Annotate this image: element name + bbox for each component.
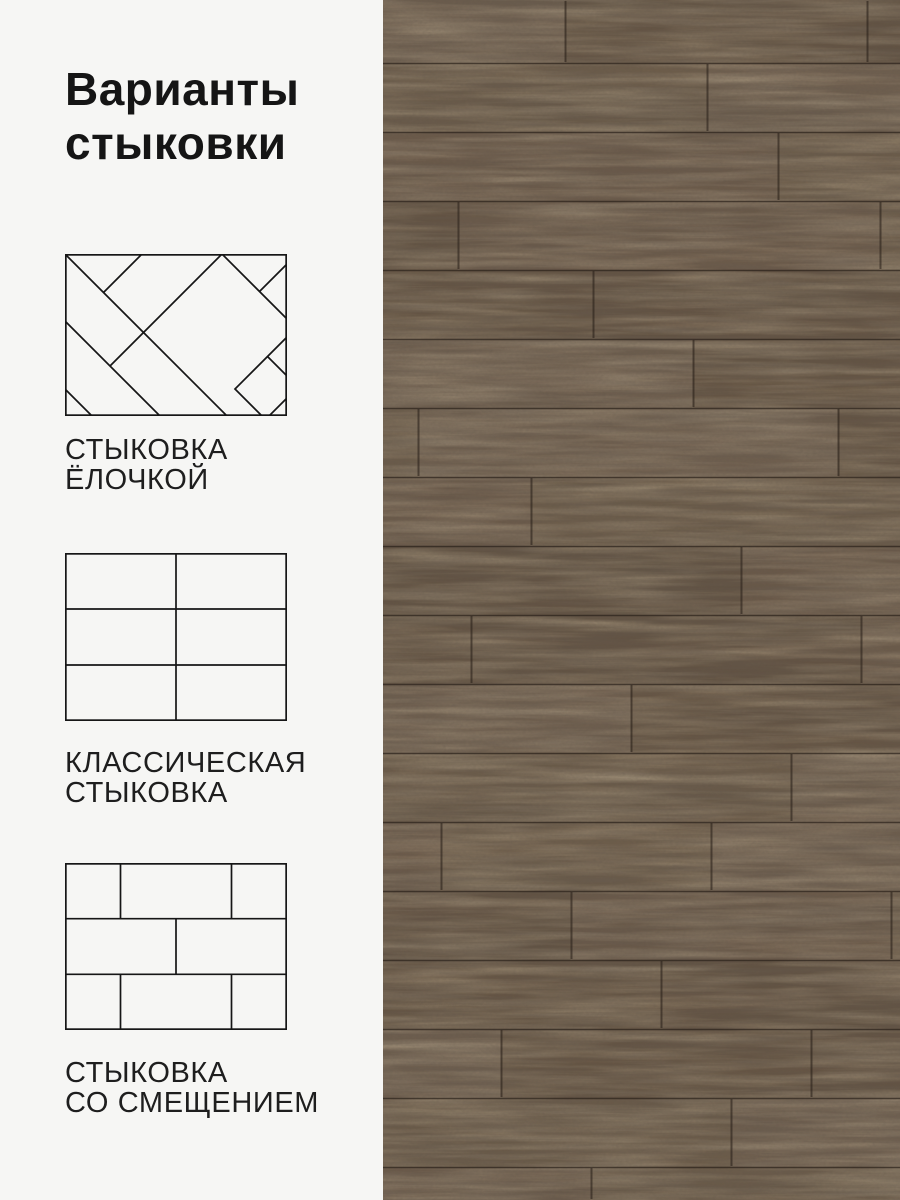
pattern-label-line: СТЫКОВКА bbox=[65, 1057, 228, 1089]
offset-pattern-icon bbox=[65, 863, 287, 1030]
pattern-label-offset bbox=[65, 1058, 319, 1118]
pattern-label-classic bbox=[65, 748, 306, 808]
flooring-photo bbox=[383, 0, 900, 1200]
wood-texture-svg bbox=[383, 0, 900, 1200]
pattern-label-line: СТЫКОВКА bbox=[65, 434, 228, 466]
title-line-1: Варианты bbox=[65, 63, 300, 115]
herringbone-pattern-icon bbox=[65, 254, 287, 416]
pattern-figure-offset bbox=[65, 863, 287, 1030]
pattern-figure-classic bbox=[65, 553, 287, 721]
info-panel bbox=[0, 0, 383, 1200]
pattern-label-line: КЛАССИЧЕСКАЯ bbox=[65, 747, 307, 779]
page-title bbox=[65, 62, 299, 170]
pattern-figure-herringbone bbox=[65, 254, 287, 416]
classic-grid-pattern-icon bbox=[65, 553, 287, 721]
pattern-label-line: СО СМЕЩЕНИЕМ bbox=[65, 1087, 320, 1119]
pattern-label-herringbone bbox=[65, 435, 228, 495]
pattern-label-line: СТЫКОВКА bbox=[65, 777, 228, 809]
pattern-label-line: ЁЛОЧКОЙ bbox=[65, 464, 209, 496]
title-line-2: стыковки bbox=[65, 117, 287, 169]
